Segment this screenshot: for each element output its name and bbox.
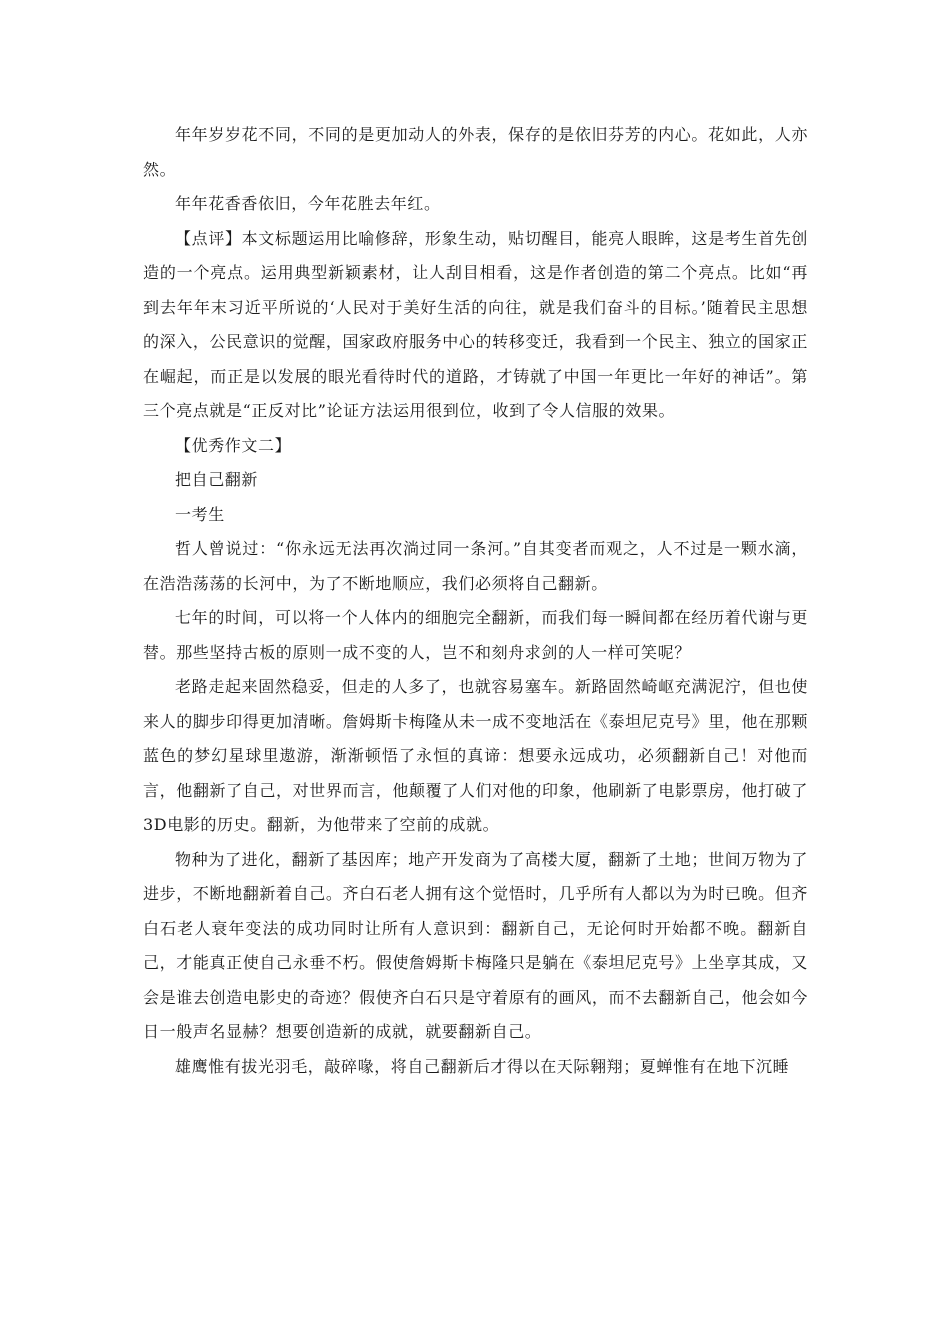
essay-author: 一考生	[175, 504, 225, 524]
paragraph-flower-closing-line: 年年花香香依旧，今年花胜去年红。	[175, 194, 441, 213]
document-page	[143, 118, 808, 1084]
essay-paragraph-new-road: 老路走起来固然稳妥，但走的人多了，也就容易塞车。新路固然崎岖充满泥泞，但也使来人的脚步印得更加清晰。詹姆斯卡梅隆从未一成不变地活在《泰坦尼克号》里，他在那颗蓝色的梦幻星球里遨游，渐渐顿悟了永恒的真谛：想要永远成功，必须翻新自己！对他而言，他翻新了自己，对世界而言，他颠覆了人们对他的印象，他刷新了电影票房，他打破了3D电影的历史。翻新，为他带来了空前的成就。	[143, 677, 808, 834]
essay-paragraph-river: 哲人曾说过：“你永远无法再次淌过同一条河。”自其变者而观之，人不过是一颗水滴，在浩浩荡荡的长河中，为了不断地顺应，我们必须将自己翻新。	[143, 539, 808, 593]
paragraph-commentary: 【点评】本文标题运用比喻修辞，形象生动，贴切醒目，能亮人眼眸，这是考生首先创造的一个亮点。运用典型新颖素材，让人刮目相看，这是作者创造的第二个亮点。比如“再到去年年末习近平所说的‘人民对于美好生活的向往，就是我们奋斗的目标。’随着民主思想的深入，公民意识的觉醒，国家政府服务中心的转移变迁，我看到一个民主、独立的国家正在崛起，而正是以发展的眼光看待时代的道路，才铸就了中国一年更比一年好的神话”。第三个亮点就是“正反对比”论证方法运用很到位，收到了令人信服的效果。	[143, 228, 808, 420]
essay-paragraph-evolution: 物种为了进化，翻新了基因库；地产开发商为了高楼大厦，翻新了土地；世间万物为了进步，不断地翻新着自己。齐白石老人拥有这个觉悟时，几乎所有人都以为为时已晚。但齐白石老人衰年变法的成功同时让所有人意识到：翻新自己，无论何时开始都不晚。翻新自己，才能真正使自己永垂不朽。假使詹姆斯卡梅隆只是躺在《泰坦尼克号》上坐享其成，又会是谁去创造电影史的奇迹？假使齐白石只是守着原有的画风，而不去翻新自己，他会如今日一般声名显赫？想要创造新的成就，就要翻新自己。	[143, 849, 808, 1041]
essay-paragraph-eagle: 雄鹰惟有拔光羽毛，敲碎喙，将自己翻新后才得以在天际翱翔；夏蝉惟有在地下沉睡	[175, 1056, 790, 1076]
section-heading-excellent-essay-two: 【优秀作文二】	[175, 435, 292, 455]
essay-paragraph-seven-years: 七年的时间，可以将一个人体内的细胞完全翻新，而我们每一瞬间都在经历着代谢与更替。那些坚持古板的原则一成不变的人，岂不和刻舟求剑的人一样可笑呢？	[143, 608, 808, 662]
paragraph-flower-conclusion: 年年岁岁花不同，不同的是更加动人的外表，保存的是依旧芬芳的内心。花如此，人亦然。	[143, 125, 808, 179]
essay-title: 把自己翻新	[175, 470, 259, 489]
